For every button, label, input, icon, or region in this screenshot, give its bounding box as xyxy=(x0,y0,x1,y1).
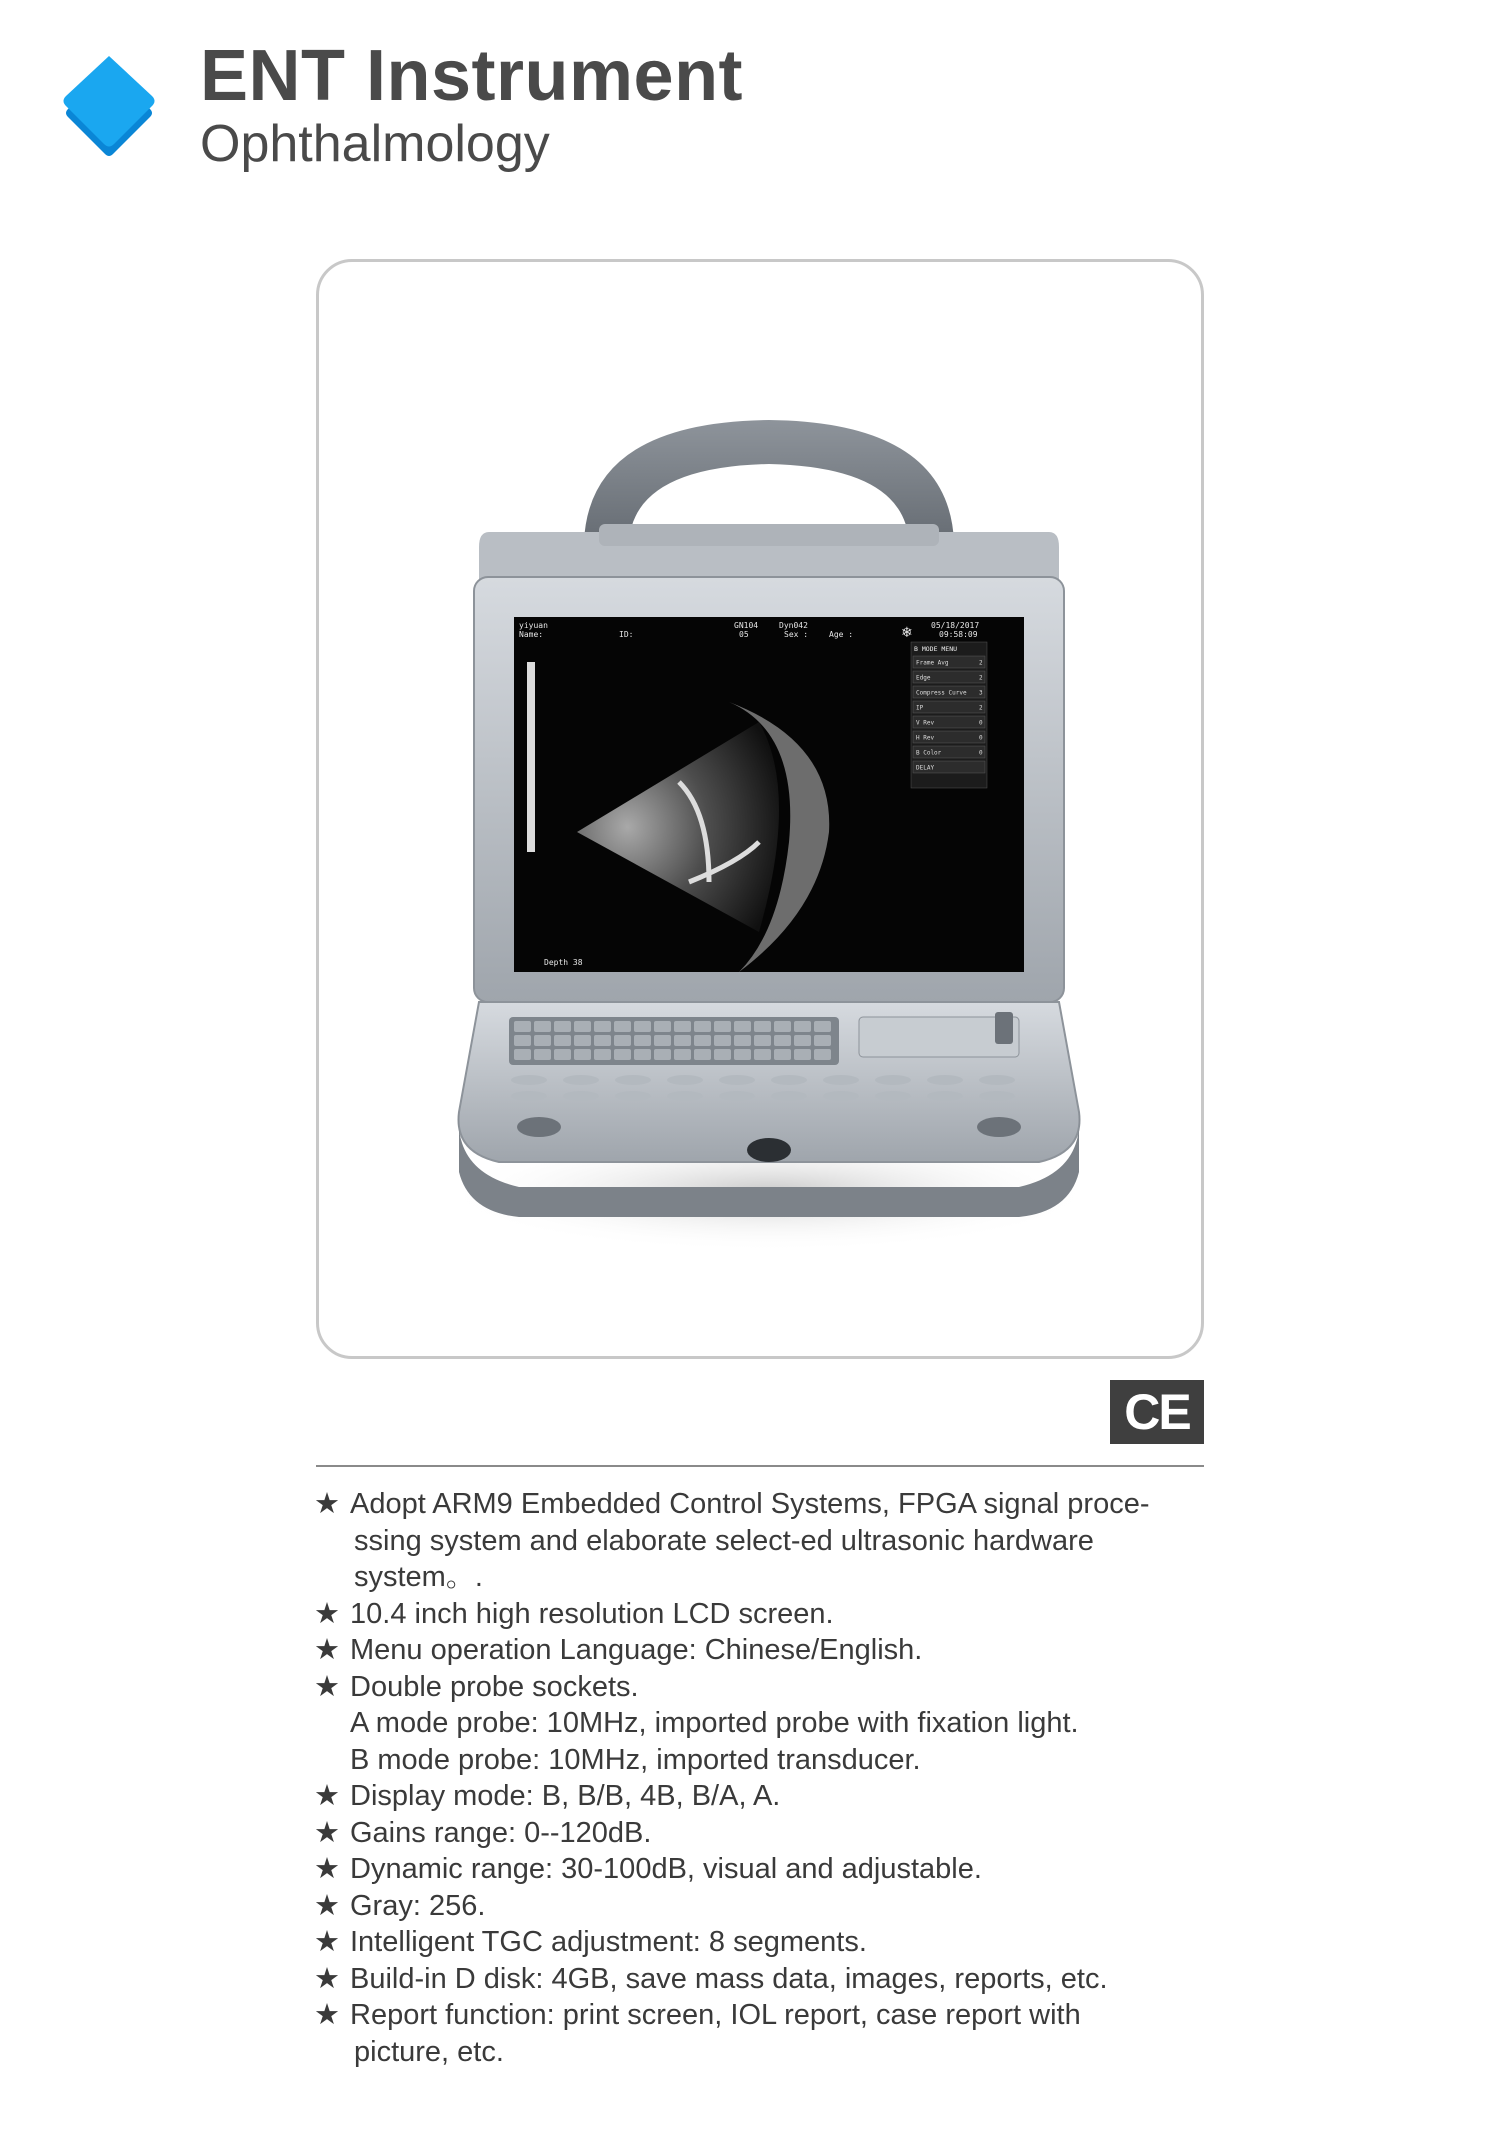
screen-menu-label: B Color xyxy=(916,749,942,757)
screen-name-label: Name: xyxy=(519,630,544,639)
feature-line: Double probe sockets. xyxy=(350,1670,639,1703)
feature-item xyxy=(314,1815,1209,1852)
screen-menu-value: 0 xyxy=(979,734,983,742)
star-bullet-icon: ★ xyxy=(314,1634,340,1666)
feature-line: Build-in D disk: 4GB, save mass data, images, reports, etc. xyxy=(350,1962,1108,1995)
star-bullet-icon: ★ xyxy=(314,1597,340,1630)
screen-depth: Depth 38 xyxy=(544,958,583,967)
screen-menu-label: DELAY xyxy=(916,764,935,772)
keyboard-key xyxy=(554,1049,571,1060)
keyboard-key xyxy=(574,1035,591,1046)
feature-line: Dynamic range: 30-100dB, visual and adjustable. xyxy=(350,1853,982,1885)
feature-line: B mode probe: 10MHz, imported transducer. xyxy=(350,1743,921,1776)
keyboard-key xyxy=(634,1021,651,1032)
keyboard-key xyxy=(794,1035,811,1046)
keyboard-key xyxy=(614,1021,631,1032)
keyboard-key xyxy=(754,1049,771,1060)
keyboard-key xyxy=(814,1021,831,1032)
screen-time: 09:58:09 xyxy=(939,630,978,639)
keyboard-key xyxy=(594,1021,611,1032)
control-button xyxy=(823,1091,859,1101)
keyboard-key xyxy=(554,1021,571,1032)
screen-menu-title: B MODE MENU xyxy=(914,645,958,653)
keyboard-key xyxy=(614,1049,631,1060)
keyboard-key xyxy=(714,1021,731,1032)
keyboard-key xyxy=(754,1021,771,1032)
keyboard-key xyxy=(794,1021,811,1032)
keyboard-key xyxy=(614,1035,631,1046)
star-bullet-icon: ★ xyxy=(314,1889,340,1922)
control-button xyxy=(875,1091,911,1101)
keyboard-key xyxy=(734,1035,751,1046)
star-bullet-icon: ★ xyxy=(314,1816,340,1849)
star-bullet-icon: ★ xyxy=(314,1488,340,1520)
keyboard-key xyxy=(674,1049,691,1060)
feature-item xyxy=(314,1778,1209,1815)
screen-menu-value: 2 xyxy=(979,659,983,667)
control-button xyxy=(927,1091,963,1101)
feature-item xyxy=(314,1924,1209,1961)
feature-line: Intelligent TGC adjustment: 8 segments. xyxy=(350,1926,867,1958)
screen-patient-label: yiyuan xyxy=(519,621,548,630)
section-divider xyxy=(316,1465,1204,1467)
control-button xyxy=(667,1091,703,1101)
keyboard-key xyxy=(574,1049,591,1060)
screen-menu-label: Edge xyxy=(916,674,931,682)
keyboard-key xyxy=(514,1035,531,1046)
feature-line: Gray: 256. xyxy=(350,1889,486,1922)
screen-sex-label: Sex : xyxy=(784,630,809,639)
star-bullet-icon: ★ xyxy=(314,1670,340,1703)
keyboard-key xyxy=(694,1021,711,1032)
page-subtitle: Ophthalmology xyxy=(200,115,550,173)
feature-item xyxy=(314,1632,1209,1669)
feature-item xyxy=(314,1997,1209,2070)
screen-menu-value: 2 xyxy=(979,704,983,712)
star-bullet-icon: ★ xyxy=(314,1962,340,1995)
screen-menu-row xyxy=(913,701,985,713)
screen-menu-label: Compress Curve xyxy=(916,689,967,697)
keyboard-key xyxy=(514,1049,531,1060)
control-button xyxy=(979,1091,1015,1101)
keyboard-key xyxy=(554,1035,571,1046)
keyboard-key xyxy=(634,1049,651,1060)
feature-item xyxy=(314,1888,1209,1925)
keyboard-key xyxy=(634,1035,651,1046)
keyboard-key xyxy=(534,1021,551,1032)
control-button xyxy=(615,1075,651,1085)
keyboard-key xyxy=(774,1049,791,1060)
feature-item xyxy=(314,1851,1209,1888)
control-button xyxy=(719,1075,755,1085)
feature-item xyxy=(314,1669,1209,1779)
screen-gain: GN104 xyxy=(734,621,759,630)
keyboard-key xyxy=(714,1049,731,1060)
control-button xyxy=(615,1091,651,1101)
control-button xyxy=(875,1075,911,1085)
control-button xyxy=(823,1075,859,1085)
keyboard-key xyxy=(654,1049,671,1060)
control-button xyxy=(719,1091,755,1101)
screen-date: 05/18/2017 xyxy=(931,621,980,630)
control-button xyxy=(979,1075,1015,1085)
freeze-icon: ❄ xyxy=(901,624,913,640)
keyboard-key xyxy=(694,1049,711,1060)
keyboard-key xyxy=(774,1035,791,1046)
keyboard-key xyxy=(674,1021,691,1032)
screen-id-label: ID: xyxy=(619,630,634,639)
star-bullet-icon: ★ xyxy=(314,1926,340,1958)
ultrasound-device-image xyxy=(439,412,1099,1272)
screen-menu-value: 0 xyxy=(979,719,983,727)
screen-menu-label: V Rev xyxy=(916,719,935,727)
control-button xyxy=(563,1075,599,1085)
keyboard-key xyxy=(814,1049,831,1060)
control-button xyxy=(927,1075,963,1085)
star-bullet-icon: ★ xyxy=(314,1780,340,1812)
keyboard-key xyxy=(714,1035,731,1046)
keyboard-key xyxy=(774,1021,791,1032)
feature-line: Report function: print screen, IOL report, case report with xyxy=(350,1999,1081,2031)
screen-menu-value: 2 xyxy=(979,674,983,682)
brand-diamond-logo xyxy=(58,54,160,160)
keyboard-key xyxy=(594,1035,611,1046)
keyboard-key xyxy=(794,1049,811,1060)
control-button xyxy=(771,1075,807,1085)
star-bullet-icon: ★ xyxy=(314,1999,340,2031)
screen-menu-label: IP xyxy=(916,704,924,712)
page-title: ENT Instrument xyxy=(200,36,744,116)
screen-menu-label: H Rev xyxy=(916,734,935,742)
keyboard-key xyxy=(654,1035,671,1046)
ce-mark-badge: CE xyxy=(1110,1380,1204,1444)
feature-line: Display mode: B, B/B, 4B, B/A, A. xyxy=(350,1780,781,1812)
screen-dyn: Dyn042 xyxy=(779,621,808,630)
keyboard-key xyxy=(814,1035,831,1046)
keyboard-key xyxy=(514,1021,531,1032)
feature-line: 10.4 inch high resolution LCD screen. xyxy=(350,1597,834,1630)
keyboard-key xyxy=(534,1035,551,1046)
control-button xyxy=(771,1091,807,1101)
feature-item xyxy=(314,1486,1209,1596)
screen-freq: 05 xyxy=(739,630,749,639)
feature-line: ssing system and elaborate select-ed ultrasonic hardware xyxy=(354,1524,1094,1557)
product-image-frame xyxy=(316,259,1204,1359)
feature-line: Menu operation Language: Chinese/English. xyxy=(350,1634,923,1666)
feature-line: Adopt ARM9 Embedded Control Systems, FPGA signal proce- xyxy=(350,1488,1150,1520)
keyboard-key xyxy=(754,1035,771,1046)
feature-line: Gains range: 0--120dB. xyxy=(350,1816,652,1849)
feature-line: picture, etc. xyxy=(354,2035,504,2068)
keyboard-key xyxy=(694,1035,711,1046)
keyboard-key xyxy=(534,1049,551,1060)
keyboard-key xyxy=(574,1021,591,1032)
control-button xyxy=(511,1075,547,1085)
control-button xyxy=(563,1091,599,1101)
keyboard-key xyxy=(734,1021,751,1032)
screen-menu-panel xyxy=(911,642,987,788)
screen-menu-value: 0 xyxy=(979,749,983,757)
feature-item xyxy=(314,1596,1209,1633)
keyboard-key xyxy=(654,1021,671,1032)
star-bullet-icon: ★ xyxy=(314,1853,340,1885)
keyboard-key xyxy=(674,1035,691,1046)
feature-list xyxy=(314,1486,1209,2070)
feature-line: system。. xyxy=(354,1561,483,1593)
screen-menu-value: 3 xyxy=(979,689,983,697)
keyboard-key xyxy=(734,1049,751,1060)
control-button xyxy=(667,1075,703,1085)
keyboard-key xyxy=(594,1049,611,1060)
feature-item xyxy=(314,1961,1209,1998)
screen-age-label: Age : xyxy=(829,630,854,639)
screen-menu-label: Frame Avg xyxy=(916,659,949,667)
control-button xyxy=(511,1091,547,1101)
feature-line: A mode probe: 10MHz, imported probe with fixation light. xyxy=(350,1707,1079,1739)
